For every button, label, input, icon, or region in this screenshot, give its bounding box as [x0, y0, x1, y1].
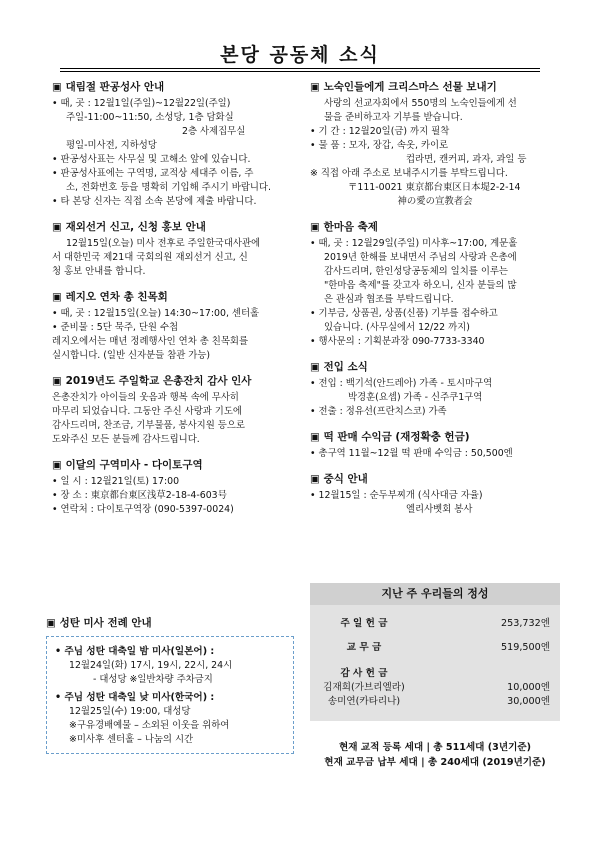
offering-row	[310, 617, 560, 631]
section-line: • 기부금, 상품권, 상품(신품) 기부를 접수하고	[310, 308, 498, 319]
section-line: 2층 사제집무실	[182, 126, 246, 137]
offering-thanks-row	[310, 681, 560, 695]
summary-line-registered: 현재 교적 등록 세대 | 총 511세대 (3년기준)	[338, 742, 532, 753]
offering-row	[310, 641, 560, 655]
page-title: 본당 공동체 소식	[220, 44, 380, 66]
section-line: 물을 준비하고자 기부를 받습니다.	[324, 112, 463, 123]
christmas-day-line: 12월25일(수) 19:00, 대성당	[69, 706, 191, 717]
left-section	[52, 80, 294, 209]
offering-amount: 519,500엔	[501, 642, 550, 653]
left-section	[52, 290, 294, 363]
section-line: • 장 소 : 東京都台東区浅草2-18-4-603号	[52, 490, 227, 501]
section-line: 〒111-0021 東京都台東区日本堤2-2-14	[348, 182, 521, 193]
christmas-night-line: 12월24일(화) 17시, 19시, 22시, 24시	[69, 660, 233, 671]
right-section	[310, 80, 560, 209]
christmas-day-heading: • 주님 성탄 대축일 낮 미사(한국어) :	[55, 692, 215, 703]
offering-title: 지난 주 우리들의 정성	[310, 583, 560, 605]
section-line: 은총잔치가 아이들의 웃음과 행복 속에 무사히	[52, 392, 239, 403]
offering-thanks-label: 감 사 헌 금	[340, 668, 388, 679]
section-line: • 12월15일 : 순두부찌개 (식사대금 자율)	[310, 490, 483, 501]
section-heading: ▣ 전입 소식	[310, 361, 368, 373]
section-line: 2019년 한해를 보내면서 주님의 사랑과 은총에	[324, 252, 517, 263]
section-line: • 기 간 : 12월20일(금) 까지 필착	[310, 126, 450, 137]
right-section	[310, 220, 560, 349]
left-section	[52, 220, 294, 279]
title-rule-bottom	[60, 71, 540, 72]
section-line: 은 관심과 협조를 부탁드립니다.	[324, 294, 454, 305]
section-line: 레지오에서는 매년 정례행사인 연차 총 친목회를	[52, 336, 249, 347]
offering-box	[310, 583, 560, 721]
summary-line-dues: 현재 교무금 납부 세대 | 총 240세대 (2019년기준)	[324, 757, 546, 768]
section-line: • 때, 곳 : 12월15일(오늘) 14:30~17:00, 센터홀	[52, 308, 260, 319]
left-section	[52, 458, 294, 517]
section-line: 12월15일(오늘) 미사 전후로 주일한국대사관에	[66, 238, 261, 249]
left-section	[52, 374, 294, 447]
section-line: 소, 전화번호 등을 명확히 기입해 주시기 바랍니다.	[66, 182, 271, 193]
section-line: 실시합니다. (일반 신자분들 참관 가능)	[52, 350, 211, 361]
section-line: 마무리 되었습니다. 그동안 주신 사랑과 기도에	[52, 406, 242, 417]
section-heading: ▣ 재외선거 신고, 신청 홍보 안내	[52, 221, 206, 233]
section-line: 엘리사벳회 봉사	[406, 504, 473, 515]
section-line: • 전입 : 백기석(안드레아) 가족 - 토시마구역	[310, 378, 493, 389]
christmas-box	[46, 636, 294, 754]
offering-thanks-row	[310, 695, 560, 709]
christmas-day-line: ※구유경배예물 – 소외된 이웃을 위하여	[69, 720, 230, 731]
section-line: • 때, 곳 : 12월1일(주일)~12월22일(주일)	[52, 98, 231, 109]
section-line: 청 홍보 안내를 합니다.	[52, 266, 146, 277]
section-heading: ▣ 떡 판매 수익금 (재정확충 헌금)	[310, 431, 470, 443]
offering-label: 주 일 헌 금	[340, 618, 388, 629]
section-line: • 판공성사표에는 구역명, 교적상 세대주 이름, 주	[52, 168, 254, 179]
section-heading: ▣ 노숙인들에게 크리스마스 선물 보내기	[310, 81, 497, 93]
right-section	[310, 430, 560, 461]
section-heading: ▣ 레지오 연차 총 친목회	[52, 291, 168, 303]
offering-amount: 253,732엔	[501, 618, 550, 629]
right-section	[310, 472, 560, 517]
section-line: 주일-11:00~11:50, 소성당, 1층 담화실	[66, 112, 234, 123]
section-line: "한마음 축제"를 갖고자 하오니, 신자 분들의 많	[324, 280, 517, 291]
christmas-heading: ▣ 성탄 미사 전례 안내	[46, 617, 152, 629]
title-rule-top	[60, 68, 540, 69]
section-line: 감사드리며, 한인성당공동체의 일치를 이루는	[324, 266, 508, 277]
section-line: 神の愛の宣教者会	[397, 196, 473, 207]
section-line: 평일-미사전, 지하성당	[66, 140, 157, 151]
section-line: • 준비물 : 5단 묵주, 단원 수첩	[52, 322, 179, 333]
section-line: 있습니다. (사무실에서 12/22 까지)	[324, 322, 470, 333]
offering-donor-amount: 10,000엔	[507, 682, 550, 693]
section-heading: ▣ 중식 안내	[310, 473, 368, 485]
section-heading: ▣ 2019년도 주일학교 은총잔치 감사 인사	[52, 375, 252, 387]
section-line: 도와주신 모든 분들께 감사드립니다.	[52, 434, 200, 445]
offering-donor-amount: 30,000엔	[507, 696, 550, 707]
offering-donor-name: 송미연(카타리나)	[327, 696, 401, 707]
section-line: • 일 시 : 12월21일(토) 17:00	[52, 476, 180, 487]
offering-label: 교 무 금	[346, 642, 382, 653]
section-heading: ▣ 이달의 구역미사 - 다이토구역	[52, 459, 203, 471]
section-line: 감사드리며, 찬조금, 기부물품, 봉사지원 등으로	[52, 420, 245, 431]
right-column	[310, 80, 560, 528]
section-line: 박경훈(요셉) 가족 - 신주쿠1구역	[348, 392, 483, 403]
christmas-night-line: - 대성당 ※일반차량 주차금지	[93, 674, 213, 685]
section-line: • 전출 : 정유선(프란치스코) 가족	[310, 406, 447, 417]
section-line: • 연락처 : 다이토구역장 (090-5397-0024)	[52, 504, 234, 515]
section-line: • 판공성사표는 사무실 및 고해소 앞에 있습니다.	[52, 154, 251, 165]
section-line: 컵라면, 캔커피, 과자, 과일 등	[406, 154, 527, 165]
left-column	[52, 80, 294, 528]
section-line: 서 대한민국 제21대 국회의원 재외선거 신고, 신	[52, 252, 248, 263]
section-heading: ▣ 한마음 축제	[310, 221, 378, 233]
section-line: • 총구역 11월~12월 떡 판매 수익금 : 50,500엔	[310, 448, 513, 459]
christmas-night-heading: • 주님 성탄 대축일 밤 미사(일본어) :	[55, 646, 215, 657]
summary-box	[310, 740, 560, 770]
section-line: • 때, 곳 : 12월29일(주일) 미사후~17:00, 계문홀	[310, 238, 518, 249]
section-line: • 물 품 : 모자, 장갑, 속옷, 카이로	[310, 140, 449, 151]
section-heading: ▣ 대림절 판공성사 안내	[52, 81, 165, 93]
section-line: 사랑의 선교자회에서 550명의 노숙인들에게 선	[324, 98, 517, 109]
offering-thanks-heading-row	[310, 667, 560, 681]
section-line: • 타 본당 신자는 직접 소속 본당에 제출 바랍니다.	[52, 196, 257, 207]
offering-donor-name: 김재희(가브리엘라)	[323, 682, 405, 693]
right-section	[310, 360, 560, 419]
section-line: • 행사문의 : 기획분과장 090-7733-3340	[310, 336, 485, 347]
christmas-section	[46, 616, 294, 754]
section-line: ※ 직접 아래 주소로 보내주시기를 부탁드립니다.	[310, 168, 508, 179]
christmas-day-line: ※미사후 센터홀 – 나눔의 시간	[69, 734, 194, 745]
